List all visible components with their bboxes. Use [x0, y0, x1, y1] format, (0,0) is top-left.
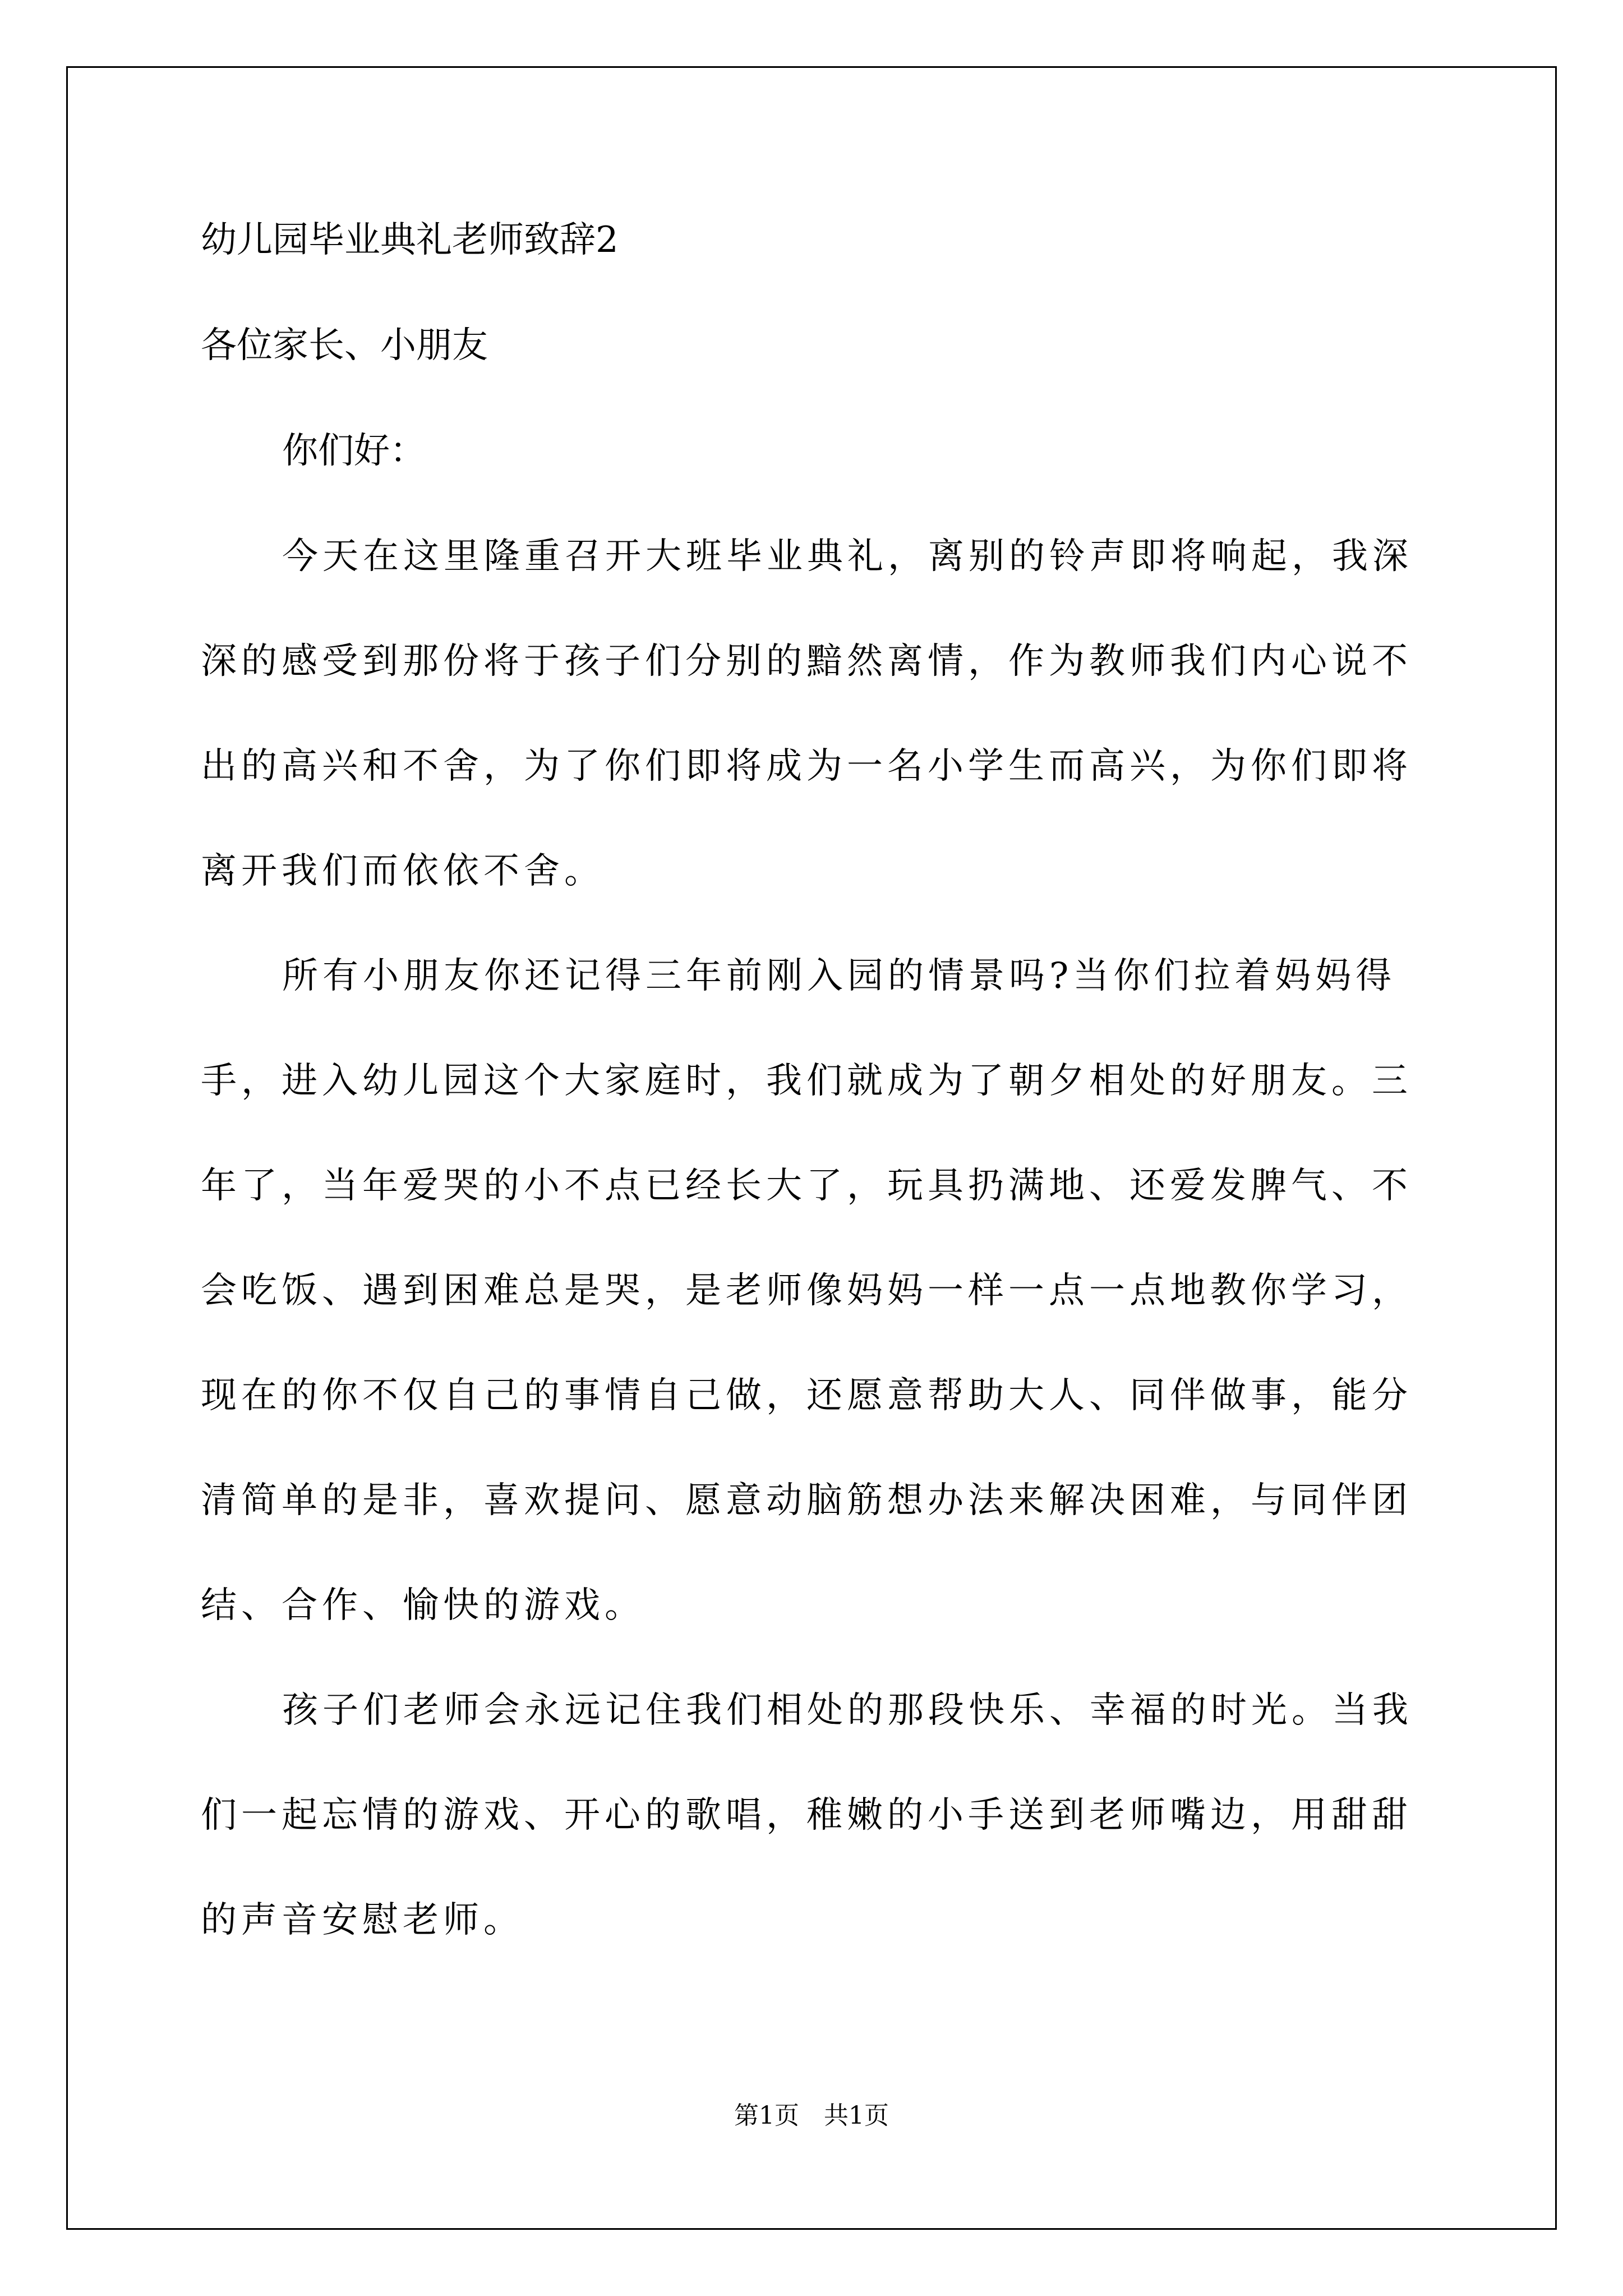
paragraph-line: 离开我们而依依不舍。 — [201, 850, 605, 892]
paragraph-line: 手，进入幼儿园这个大家庭时，我们就成为了朝夕相处的好朋友。三 — [201, 1060, 1412, 1102]
paragraph-line: 年了，当年爱哭的小不点已经长大了，玩具扔满地、还爱发脾气、不 — [201, 1165, 1412, 1207]
paragraph-container — [201, 530, 1429, 1947]
paragraph-line: 孩子们老师会永远记住我们相处的那段快乐、幸福的时光。当我 — [282, 1690, 1413, 1731]
document-title: 幼儿园毕业典礼老师致辞2 — [201, 219, 619, 261]
page-number-footer: 第1页 共1页 — [734, 2101, 889, 2130]
greeting: 你们好： — [282, 430, 426, 472]
paragraph-line: 出的高兴和不舍，为了你们即将成为一名小学生而高兴，为你们即将 — [201, 746, 1412, 787]
paragraph-line: 的声音安慰老师。 — [201, 1899, 524, 1941]
paragraph-line: 们一起忘情的游戏、开心的歌唱，稚嫩的小手送到老师嘴边，用甜甜 — [201, 1795, 1412, 1836]
document-body — [201, 213, 1429, 1947]
paragraph-line: 深的感受到那份将于孩子们分别的黯然离情，作为教师我们内心说不 — [201, 641, 1412, 682]
paragraph-line: 现在的你不仅自己的事情自己做，还愿意帮助大人、同伴做事，能分 — [201, 1375, 1412, 1416]
paragraph-line: 所有小朋友你还记得三年前刚入园的情景吗?当你们拉着妈妈得 — [282, 955, 1396, 997]
salutation: 各位家长、小朋友 — [201, 325, 488, 366]
paragraph-line: 今天在这里隆重召开大班毕业典礼，离别的铃声即将响起，我深 — [282, 536, 1413, 577]
paragraph — [201, 1683, 1429, 1947]
paragraph-line: 结、合作、愉快的游戏。 — [201, 1585, 645, 1626]
paragraph — [201, 949, 1429, 1632]
paragraph-line: 会吃饭、遇到困难总是哭，是老师像妈妈一样一点一点地教你学习， — [201, 1270, 1412, 1312]
paragraph — [201, 530, 1429, 898]
paragraph-line: 清简单的是非，喜欢提问、愿意动脑筋想办法来解决困难，与同伴团 — [201, 1480, 1412, 1521]
